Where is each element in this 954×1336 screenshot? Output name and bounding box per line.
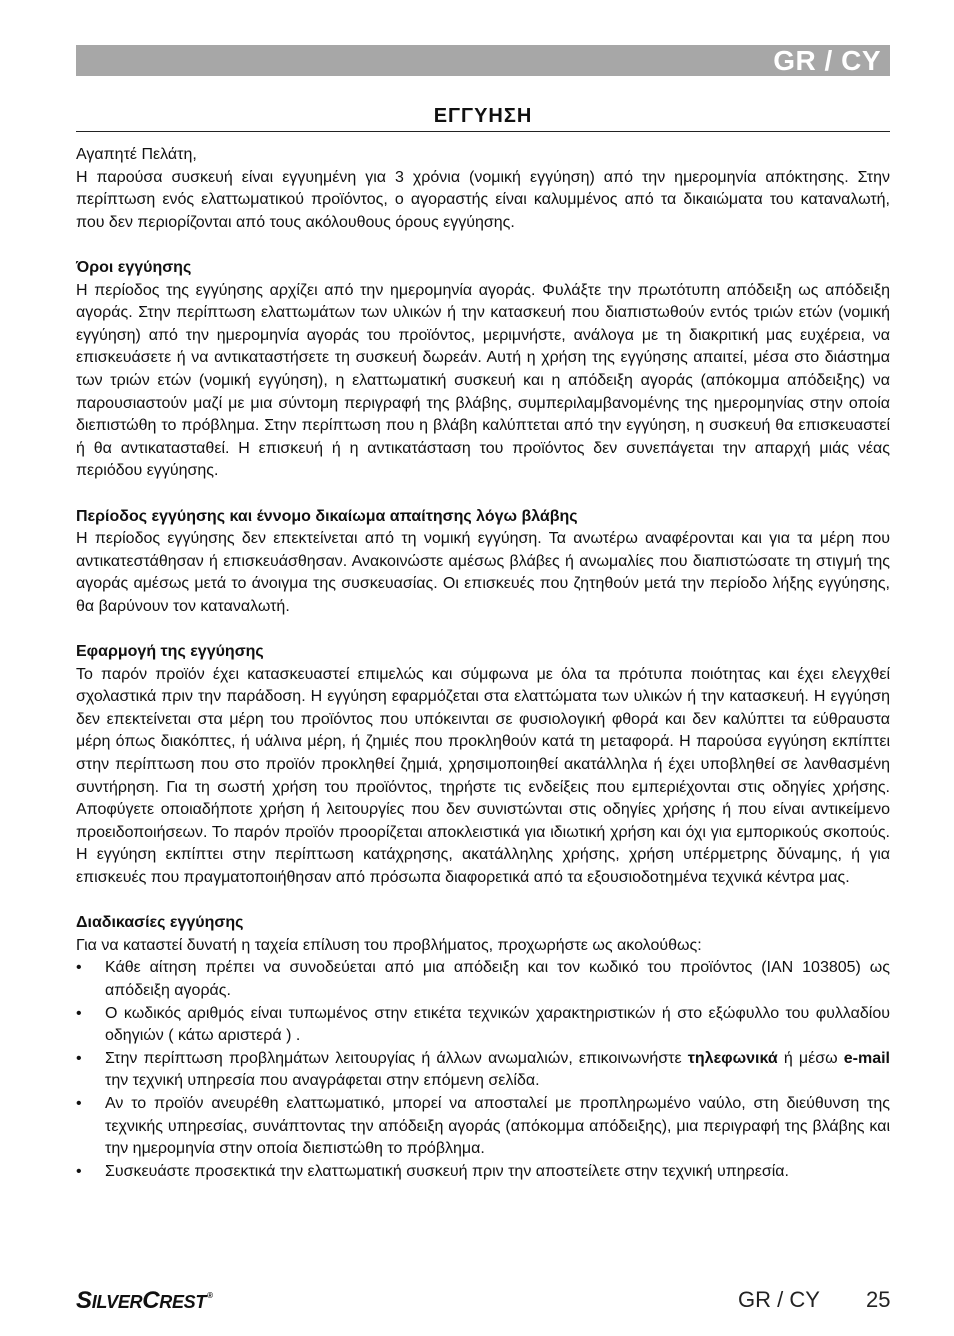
brand-logo xyxy=(76,1287,213,1315)
spacer xyxy=(76,618,890,641)
emphasis-email: e-mail xyxy=(843,1049,890,1067)
page-number: 25 xyxy=(866,1287,891,1312)
list-item: • Κάθε αίτηση πρέπει να συνοδεύεται από μια απόδειξη και τον κωδικό του προϊόντος (IAN 103805) ως απόδειξη αγοράς. xyxy=(76,957,890,1002)
document-body xyxy=(76,144,890,1183)
title-divider xyxy=(76,131,890,132)
header-language: GR / CY xyxy=(773,45,881,76)
procedure-list xyxy=(76,957,890,1183)
section-heading: Διαδικασίες εγγύησης xyxy=(76,914,244,932)
logo-letter: S xyxy=(76,1287,92,1314)
footer-language: GR / CY xyxy=(738,1287,820,1312)
section-paragraph: Η περίοδος εγγύησης δεν επεκτείνεται από τη νομική εγγύηση. Τα ανωτέρω αναφέρονται και για τα μέρη που αντικατεστάθησαν ή επισκευάσθησαν. Ανακοινώστε αμέσως βλάβες ή ανωμαλίες που διαπιστώσατε τη στιγμή της αγοράς αμέσως μετά το άνοιγμα της συσκευασίας. Οι επισκευές που ζητηθούν μετά την περίοδο λήξης εγγύησης, θα βαρύνουν τον καταναλωτή. xyxy=(76,530,890,615)
greeting: Αγαπητέ Πελάτη, xyxy=(76,146,197,163)
list-item-text: Στην περίπτωση προβλημάτων λειτουργίας ή άλλων ανωμαλιών, επικοινωνήστε xyxy=(105,1049,688,1067)
section-paragraph: Η περίοδος της εγγύησης αρχίζει από την ημερομηνία αγοράς. Φυλάξτε την πρωτότυπη απόδειξη ως απόδειξη αγοράς. Στην περίπτωση ελαττωμάτων των υλικών ή την κατασκευή που διαπιστωθούν εντός τριών ετών (νομική εγγύηση) από την ημερομηνία αγοράς του προϊόντος, μεριμνήστε, ανάλογα με τη διακριτική μας ευχέρεια, να επισκευάσετε ή να αντικαταστήσετε τη συσκευή δωρεάν. Αυτή η χρήση της εγγύησης απαιτεί, μέσα στο διάστημα των τριών ετών (νομική εγγύηση), η ελαττωματική συσκευή και η απόδειξη αγοράς (απόκομμα απόδειξης) να παρουσιαστούν μαζί με μια σύντομη περιγραφή της βλάβης, συμπεριλαμβανομένης της ημερομηνίας στην οποία διεπιστώθη το πρόβλημα. Στην περίπτωση που η βλάβη καλύπτεται από την εγγύηση, η συσκευή θα επισκευαστεί ή θα αντικατασταθεί. Η επισκευή ή η αντικατάσταση του προϊόντος δεν συνεπάγεται την απαρχή μιάς νέας περιόδου εγγύησης. xyxy=(76,281,890,480)
intro-paragraph: Η παρούσα συσκευή είναι εγγυημένη για 3 χρόνια (νομική εγγύηση) από την ημερομηνία απόκτησης. Στην περίπτωση ενός ελαττωματικού προϊόντος, ο αγοραστής είναι καλυμμένος από τα δικαιώματα του καταναλωτή, που δεν περιορίζονται από τους ακόλουθους όρους εγγύησης. xyxy=(76,168,890,231)
list-item: • Αν το προϊόν ανευρέθη ελαττωματικό, μπορεί να αποσταλεί με προπληρωμένο ναύλο, στη διεύθυνση της τεχνικής υπηρεσίας, συνάπτοντας την απόδειξη αγοράς (απόκομμα απόδειξης), μια περιγραφή της βλάβης και την ημερομηνία στην οποία διεπιστώθη το πρόβλημα. xyxy=(76,1093,890,1161)
logo-text: ILVER xyxy=(91,1292,143,1312)
procedure-intro: Για να καταστεί δυνατή η ταχεία επίλυση του προβλήματος, προχωρήστε ως ακολούθως: xyxy=(76,936,702,954)
spacer xyxy=(76,234,890,257)
section-paragraph: Το παρόν προϊόν έχει κατασκευαστεί επιμελώς και σύμφωνα με όλα τα πρότυπα ποιότητας και έχει ελεγχθεί σχολαστικά πριν την παράδοση. Η εγγύηση εφαρμόζεται στα ελαττώματα των υλικών ή την κατασκευή. Η εγγύηση δεν επεκτείνεται στα μέρη του προϊόντος που υπόκεινται σε φυσιολογική φθορά και δεν καλύπτει τα εύθραυστα μέρη όπως διακόπτες, ή υάλινα μέρη, ή ζημιές που προκληθούν κατά τη μεταφορά. Η παρούσα εγγύηση εκπίπτει στην περίπτωση που στο προϊόν προκληθεί ζημιά, χρησιμοποιηθεί ακατάλληλα ή έχει υποβληθεί σε λανθασμένη συντήρηση. Για τη σωστή χρήση του προϊόντος, τηρήστε τις ενδείξεις που εμπεριέχονται στις οδηγίες χρήσης. Αποφύγετε οποιαδήποτε χρήση ή λειτουργίες που δεν συνιστώνται στις οδηγίες χρήσης ή που είναι αντικείμενο προειδοποιήσεων. Το παρόν προϊόν προορίζεται αποκλειστικά για ιδιωτική χρήση και όχι για εμπορικούς σκοπούς. Η εγγύηση εκπίπτει στην περίπτωση κατάχρησης, ακατάλληλης χρήσης, χρήση υπέρμετρης δύναμης, ή για επισκευές που πραγματοποιήθησαν από πρόσωπα διαφορετικά από τα εξουσιοδοτημένα τεχνικά κέντρα μας. xyxy=(76,665,890,886)
logo-text: REST xyxy=(159,1292,207,1312)
header-bar xyxy=(76,45,890,76)
section-heading: Όροι εγγύησης xyxy=(76,258,192,276)
list-item: • Ο κωδικός αριθμός είναι τυπωμένος στην ετικέτα τεχνικών χαρακτηριστικών ή στο εξώφυλλο του φυλλαδίου οδηγιών ( κάτω αριστερά ) . xyxy=(76,1003,890,1048)
spacer xyxy=(76,890,890,913)
emphasis-phone: τηλεφωνικά xyxy=(687,1049,778,1067)
section-heading: Περίοδος εγγύησης και έννομο δικαίωμα απαίτησης λόγω βλάβης xyxy=(76,507,578,525)
section-heading: Εφαρμογή της εγγύησης xyxy=(76,643,264,661)
list-item xyxy=(76,1048,890,1093)
list-item-text: την τεχνική υπηρεσία που αναγράφεται στην επόμενη σελίδα. xyxy=(105,1072,540,1090)
logo-letter: C xyxy=(142,1287,160,1314)
list-item: • Συσκευάστε προσεκτικά την ελαττωματική συσκευή πριν την αποστείλετε στην τεχνική υπηρεσία. xyxy=(76,1161,890,1184)
spacer xyxy=(76,483,890,506)
registered-mark: ® xyxy=(207,1291,213,1300)
list-item-text: ή μέσω xyxy=(777,1049,844,1067)
page-title: ΕΓΓΥΗΣΗ xyxy=(433,105,533,127)
